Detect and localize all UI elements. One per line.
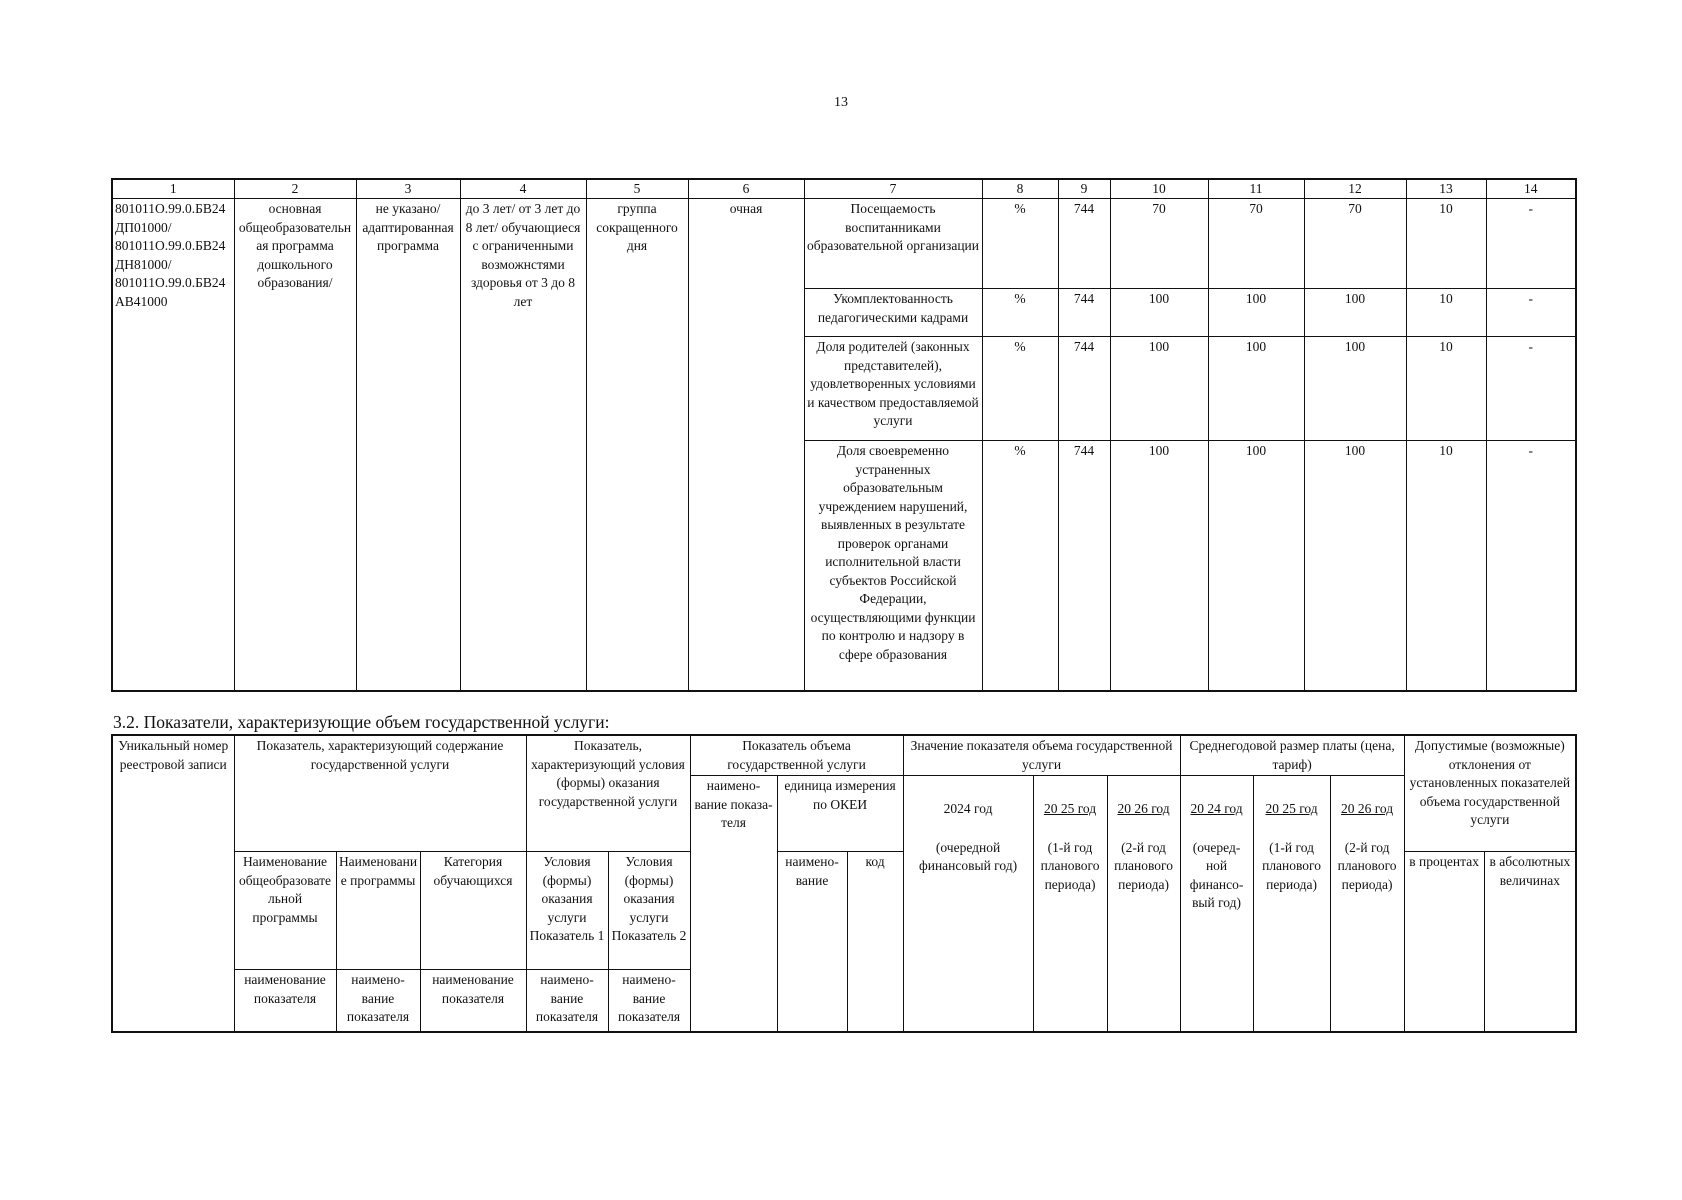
column-number: 9 [1058, 179, 1110, 199]
value-2026: 100 [1304, 337, 1406, 441]
indicator-name: Доля родителей (законных представителей), удовлетворенных условиями и качеством предоставляемой услуги [804, 337, 982, 441]
indicator-name-label: наимено-вание показателя [608, 970, 690, 1032]
value-2024: 70 [1110, 199, 1208, 289]
header-volume-indicator: Показатель объема государственной услуги [690, 735, 903, 776]
quality-indicators-table [111, 178, 1577, 692]
year-label: 20 25 год [1043, 801, 1097, 816]
header-condition-1: Условия (формы) оказания услуги Показатель 1 [526, 852, 608, 970]
deviation-absolute: - [1486, 289, 1576, 337]
header-condition-2: Условия (формы) оказания услуги Показатель 2 [608, 852, 690, 970]
column-number: 4 [460, 179, 586, 199]
header-year-2025 [1033, 776, 1107, 1032]
period-label: (1-й год планового периода) [1262, 839, 1322, 892]
indicator-name: Посещаемость воспитанниками образовательной организации [804, 199, 982, 289]
registry-number: 801011О.99.0.БВ24ДП01000/ 801011О.99.0.БВ24ДН81000/ 801011О.99.0.БВ24АВ41000 [112, 199, 234, 691]
year-label: 2024 год [943, 801, 993, 816]
service-conditions: группа сокращенного дня [586, 199, 688, 691]
indicator-name-label: наименование показателя [420, 970, 526, 1032]
header-deviation-absolute: в абсолютных величинах [1484, 852, 1576, 1032]
header-average-price: Среднегодовой размер платы (цена, тариф) [1180, 735, 1404, 776]
period-label: (очередной финансовый год) [918, 839, 1018, 873]
header-category: Категория обучающихся [420, 852, 526, 970]
deviation-absolute: - [1486, 441, 1576, 691]
header-row-1 [112, 735, 1576, 776]
deviation-absolute: - [1486, 337, 1576, 441]
header-unit-code: код [847, 852, 903, 1032]
column-number: 5 [586, 179, 688, 199]
column-number: 13 [1406, 179, 1486, 199]
value-2024: 100 [1110, 337, 1208, 441]
header-program-name: Наименование общеобразовательной программы [234, 852, 336, 970]
column-numbers-row [112, 179, 1576, 199]
header-unit-name: наимено-вание [777, 852, 847, 1032]
column-number: 14 [1486, 179, 1576, 199]
volume-indicators-table [111, 734, 1577, 1033]
deviation-absolute: - [1486, 199, 1576, 289]
value-2025: 100 [1208, 441, 1304, 691]
value-2024: 100 [1110, 289, 1208, 337]
header-price-year-2026 [1330, 776, 1404, 1032]
column-number: 3 [356, 179, 460, 199]
value-2026: 100 [1304, 289, 1406, 337]
header-year-2024 [903, 776, 1033, 1032]
unit-name: % [982, 199, 1058, 289]
deviation-percent: 10 [1406, 337, 1486, 441]
column-number: 2 [234, 179, 356, 199]
year-label: 20 26 год [1117, 801, 1170, 816]
header-conditions-indicator: Показатель, характеризующий условия (формы) оказания государственной услуги [526, 735, 690, 852]
indicator-name-label: наименование показателя [234, 970, 336, 1032]
unit-name: % [982, 441, 1058, 691]
period-label: (очеред-ной финансо-вый год) [1189, 839, 1244, 910]
period-label: (2-й год планового периода) [1337, 839, 1397, 892]
deviation-percent: 10 [1406, 289, 1486, 337]
year-label: 20 26 год [1340, 801, 1394, 816]
indicator-name-label: наимено-вание показателя [526, 970, 608, 1032]
column-number: 10 [1110, 179, 1208, 199]
period-label: (2-й год планового периода) [1114, 839, 1174, 892]
column-number: 12 [1304, 179, 1406, 199]
unit-code: 744 [1058, 441, 1110, 691]
unit-name: % [982, 337, 1058, 441]
value-2025: 100 [1208, 337, 1304, 441]
column-number: 11 [1208, 179, 1304, 199]
header-year-2026 [1107, 776, 1180, 1032]
year-label: 20 24 год [1190, 801, 1243, 816]
unit-code: 744 [1058, 199, 1110, 289]
value-2026: 70 [1304, 199, 1406, 289]
program-name: основная общеобразовательная программа дошкольного образования/ [234, 199, 356, 691]
header-price-year-2024 [1180, 776, 1253, 1032]
header-deviation: Допустимые (возможные) отклонения от установленных показателей объема государственной услуги [1404, 735, 1576, 852]
unit-name: % [982, 289, 1058, 337]
deviation-percent: 10 [1406, 199, 1486, 289]
value-2024: 100 [1110, 441, 1208, 691]
table-row [112, 199, 1576, 289]
service-form: очная [688, 199, 804, 691]
indicator-name: Доля своевременно устраненных образовательным учреждением нарушений, выявленных в результате проверок органами исполнительной власти субъектов Российской Федерации, осуществляющими функции по контролю и надзору в сфере образования [804, 441, 982, 691]
unit-code: 744 [1058, 337, 1110, 441]
column-number: 6 [688, 179, 804, 199]
program: не указано/ адаптированная программа [356, 199, 460, 691]
column-number: 1 [112, 179, 234, 199]
student-category: до 3 лет/ от 3 лет до 8 лет/ обучающиеся с ограниченными возможнстями здоровья от 3 до 8 лет [460, 199, 586, 691]
value-2025: 100 [1208, 289, 1304, 337]
column-number: 8 [982, 179, 1058, 199]
header-price-year-2025 [1253, 776, 1330, 1032]
section-title: 3.2. Показатели, характеризующие объем государственной услуги: [113, 712, 610, 732]
year-label: 20 25 год [1265, 801, 1318, 816]
column-number: 7 [804, 179, 982, 199]
indicator-name: Укомплектованность педагогическими кадрами [804, 289, 982, 337]
header-content-indicator: Показатель, характеризующий содержание государственной услуги [234, 735, 526, 852]
deviation-percent: 10 [1406, 441, 1486, 691]
value-2025: 70 [1208, 199, 1304, 289]
indicator-name-label: наимено-вание показателя [336, 970, 420, 1032]
header-indicator-name: наимено-вание показа-теля [690, 776, 777, 1032]
header-volume-value: Значение показателя объема государственной услуги [903, 735, 1180, 776]
value-2026: 100 [1304, 441, 1406, 691]
header-unique-number: Уникальный номер реестровой записи [112, 735, 234, 1032]
period-label: (1-й год планового периода) [1040, 839, 1100, 892]
unit-code: 744 [1058, 289, 1110, 337]
header-deviation-percent: в процентах [1404, 852, 1484, 1032]
page-number: 13 [834, 95, 848, 110]
header-okei-unit: единица измерения по ОКЕИ [777, 776, 903, 852]
header-program: Наименование программы [336, 852, 420, 970]
